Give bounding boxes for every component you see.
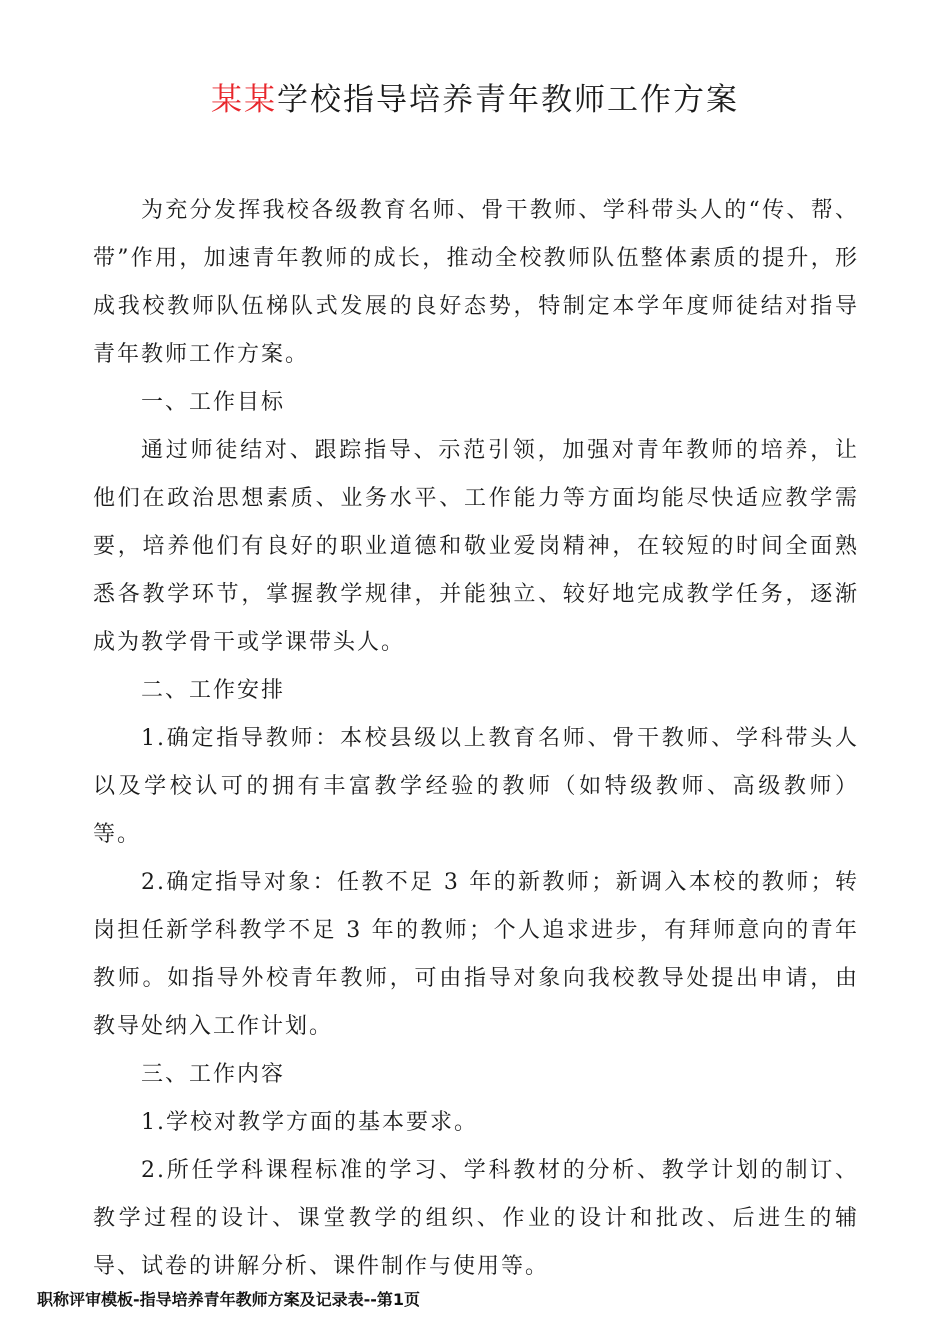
- arrangement-item-2: 2.确定指导对象：任教不足 3 年的新教师；新调入本校的教师；转岗担任新学科教学不足 3 年的教师；个人追求进步，有拜师意向的青年教师。如指导外校青年教师，可由指导对象向我校教导处提出申请，由教导处纳入工作计划。: [93, 870, 859, 1039]
- content-item-1: 1.学校对教学方面的基本要求。: [141, 1110, 478, 1135]
- title-main-text: 学校指导培养青年教师工作方案: [277, 82, 739, 118]
- goals-paragraph: 通过师徒结对、跟踪指导、示范引领，加强对青年教师的培养，让他们在政治思想素质、业务水平、工作能力等方面均能尽快适应教学需要，培养他们有良好的职业道德和敬业爱岗精神，在较短的时间全面熟悉各教学环节，掌握教学规律，并能独立、较好地完成教学任务，逐渐成为教学骨干或学课带头人。: [93, 438, 859, 655]
- page-footer: 职称评审模板-指导培养青年教师方案及记录表--第1页: [37, 1290, 421, 1309]
- content-item-2: 2.所任学科课程标准的学习、学科教材的分析、教学计划的制订、教学过程的设计、课堂教学的组织、作业的设计和批改、后进生的辅导、试卷的讲解分析、课件制作与使用等。: [93, 1158, 859, 1279]
- document-body: [93, 187, 859, 1291]
- document-title: [0, 78, 950, 122]
- section-heading-content: 三、工作内容: [141, 1062, 286, 1087]
- intro-paragraph: 为充分发挥我校各级教育名师、骨干教师、学科带头人的“传、帮、带”作用，加速青年教师的成长，推动全校教师队伍整体素质的提升，形成我校教师队伍梯队式发展的良好态势，特制定本学年度师徒结对指导青年教师工作方案。: [93, 198, 859, 367]
- arrangement-item-1: 1.确定指导教师：本校县级以上教育名师、骨干教师、学科带头人以及学校认可的拥有丰富教学经验的教师（如特级教师、高级教师）等。: [93, 726, 859, 847]
- title-accent-text: 某某: [211, 82, 277, 118]
- section-heading-arrangement: 二、工作安排: [141, 678, 286, 703]
- section-heading-goals: 一、工作目标: [141, 390, 286, 415]
